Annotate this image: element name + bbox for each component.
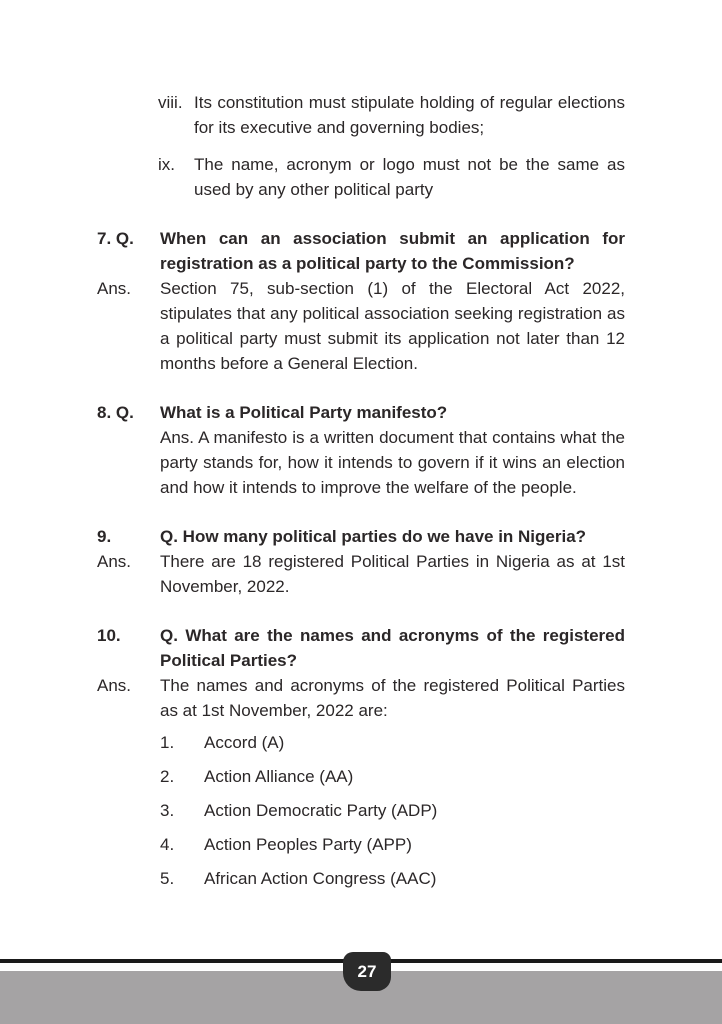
answer-label: Ans. <box>97 676 132 695</box>
answer-text: Ans. A manifesto is a written document that contains what the party stands for, how it intends to govern if it wins an election and how it intends to improve the welfare of the people. <box>160 428 625 497</box>
party-name: Action Alliance (AA) <box>204 767 354 786</box>
answer-row <box>97 673 625 723</box>
party-list <box>97 730 625 891</box>
list-item <box>158 90 625 140</box>
answer-text: Section 75, sub-section (1) of the Electoral Act 2022, stipulates that any political association seeking registration as a political party must submit its application not later than 12 months before a General Election. <box>160 279 625 373</box>
question-text: What is a Political Party manifesto? <box>160 403 448 422</box>
list-marker: ix. <box>158 155 175 174</box>
party-number: 2. <box>160 767 175 786</box>
party-list-item <box>160 866 625 891</box>
question-number: 8. Q. <box>97 403 134 422</box>
party-number: 5. <box>160 869 175 888</box>
question-row <box>97 400 625 425</box>
question-number: 10. <box>97 626 121 645</box>
party-number: 1. <box>160 733 175 752</box>
party-number: 3. <box>160 801 175 820</box>
answer-row <box>97 425 625 500</box>
qa-block-8 <box>97 400 625 500</box>
question-text: Q. What are the names and acronyms of the registered Political Parties? <box>160 626 625 670</box>
answer-text: There are 18 registered Political Parties in Nigeria as at 1st November, 2022. <box>160 552 625 596</box>
answer-text: The names and acronyms of the registered Political Parties as at 1st November, 2022 are: <box>160 676 625 720</box>
answer-row <box>97 549 625 599</box>
list-marker: viii. <box>158 93 183 112</box>
question-row <box>97 524 625 549</box>
page-number-badge <box>343 952 391 991</box>
qa-block-7 <box>97 226 625 376</box>
question-row <box>97 623 625 673</box>
party-name: Action Peoples Party (APP) <box>204 835 412 854</box>
party-list-item <box>160 798 625 823</box>
page-content <box>97 0 625 900</box>
qa-block-10 <box>97 623 625 723</box>
list-item <box>158 152 625 202</box>
question-number: 7. Q. <box>97 229 134 248</box>
party-name: Action Democratic Party (ADP) <box>204 801 438 820</box>
question-row <box>97 226 625 276</box>
answer-label: Ans. <box>97 279 132 298</box>
page-number: 27 <box>357 961 377 981</box>
party-name: African Action Congress (AAC) <box>204 869 437 888</box>
party-list-item <box>160 764 625 789</box>
question-number: 9. <box>97 527 112 546</box>
party-name: Accord (A) <box>204 733 285 752</box>
party-list-item <box>160 832 625 857</box>
party-number: 4. <box>160 835 175 854</box>
party-list-item <box>160 730 625 755</box>
qa-block-9 <box>97 524 625 599</box>
answer-label: Ans. <box>97 552 132 571</box>
question-text: When can an association submit an application for registration as a political party to the Commission? <box>160 229 625 273</box>
answer-label <box>97 425 160 500</box>
question-text: Q. How many political parties do we have in Nigeria? <box>160 527 587 546</box>
answer-row <box>97 276 625 376</box>
list-item-text: Its constitution must stipulate holding of regular elections for its executive and governing bodies; <box>194 93 625 137</box>
list-item-text: The name, acronym or logo must not be the same as used by any other political party <box>194 155 625 199</box>
